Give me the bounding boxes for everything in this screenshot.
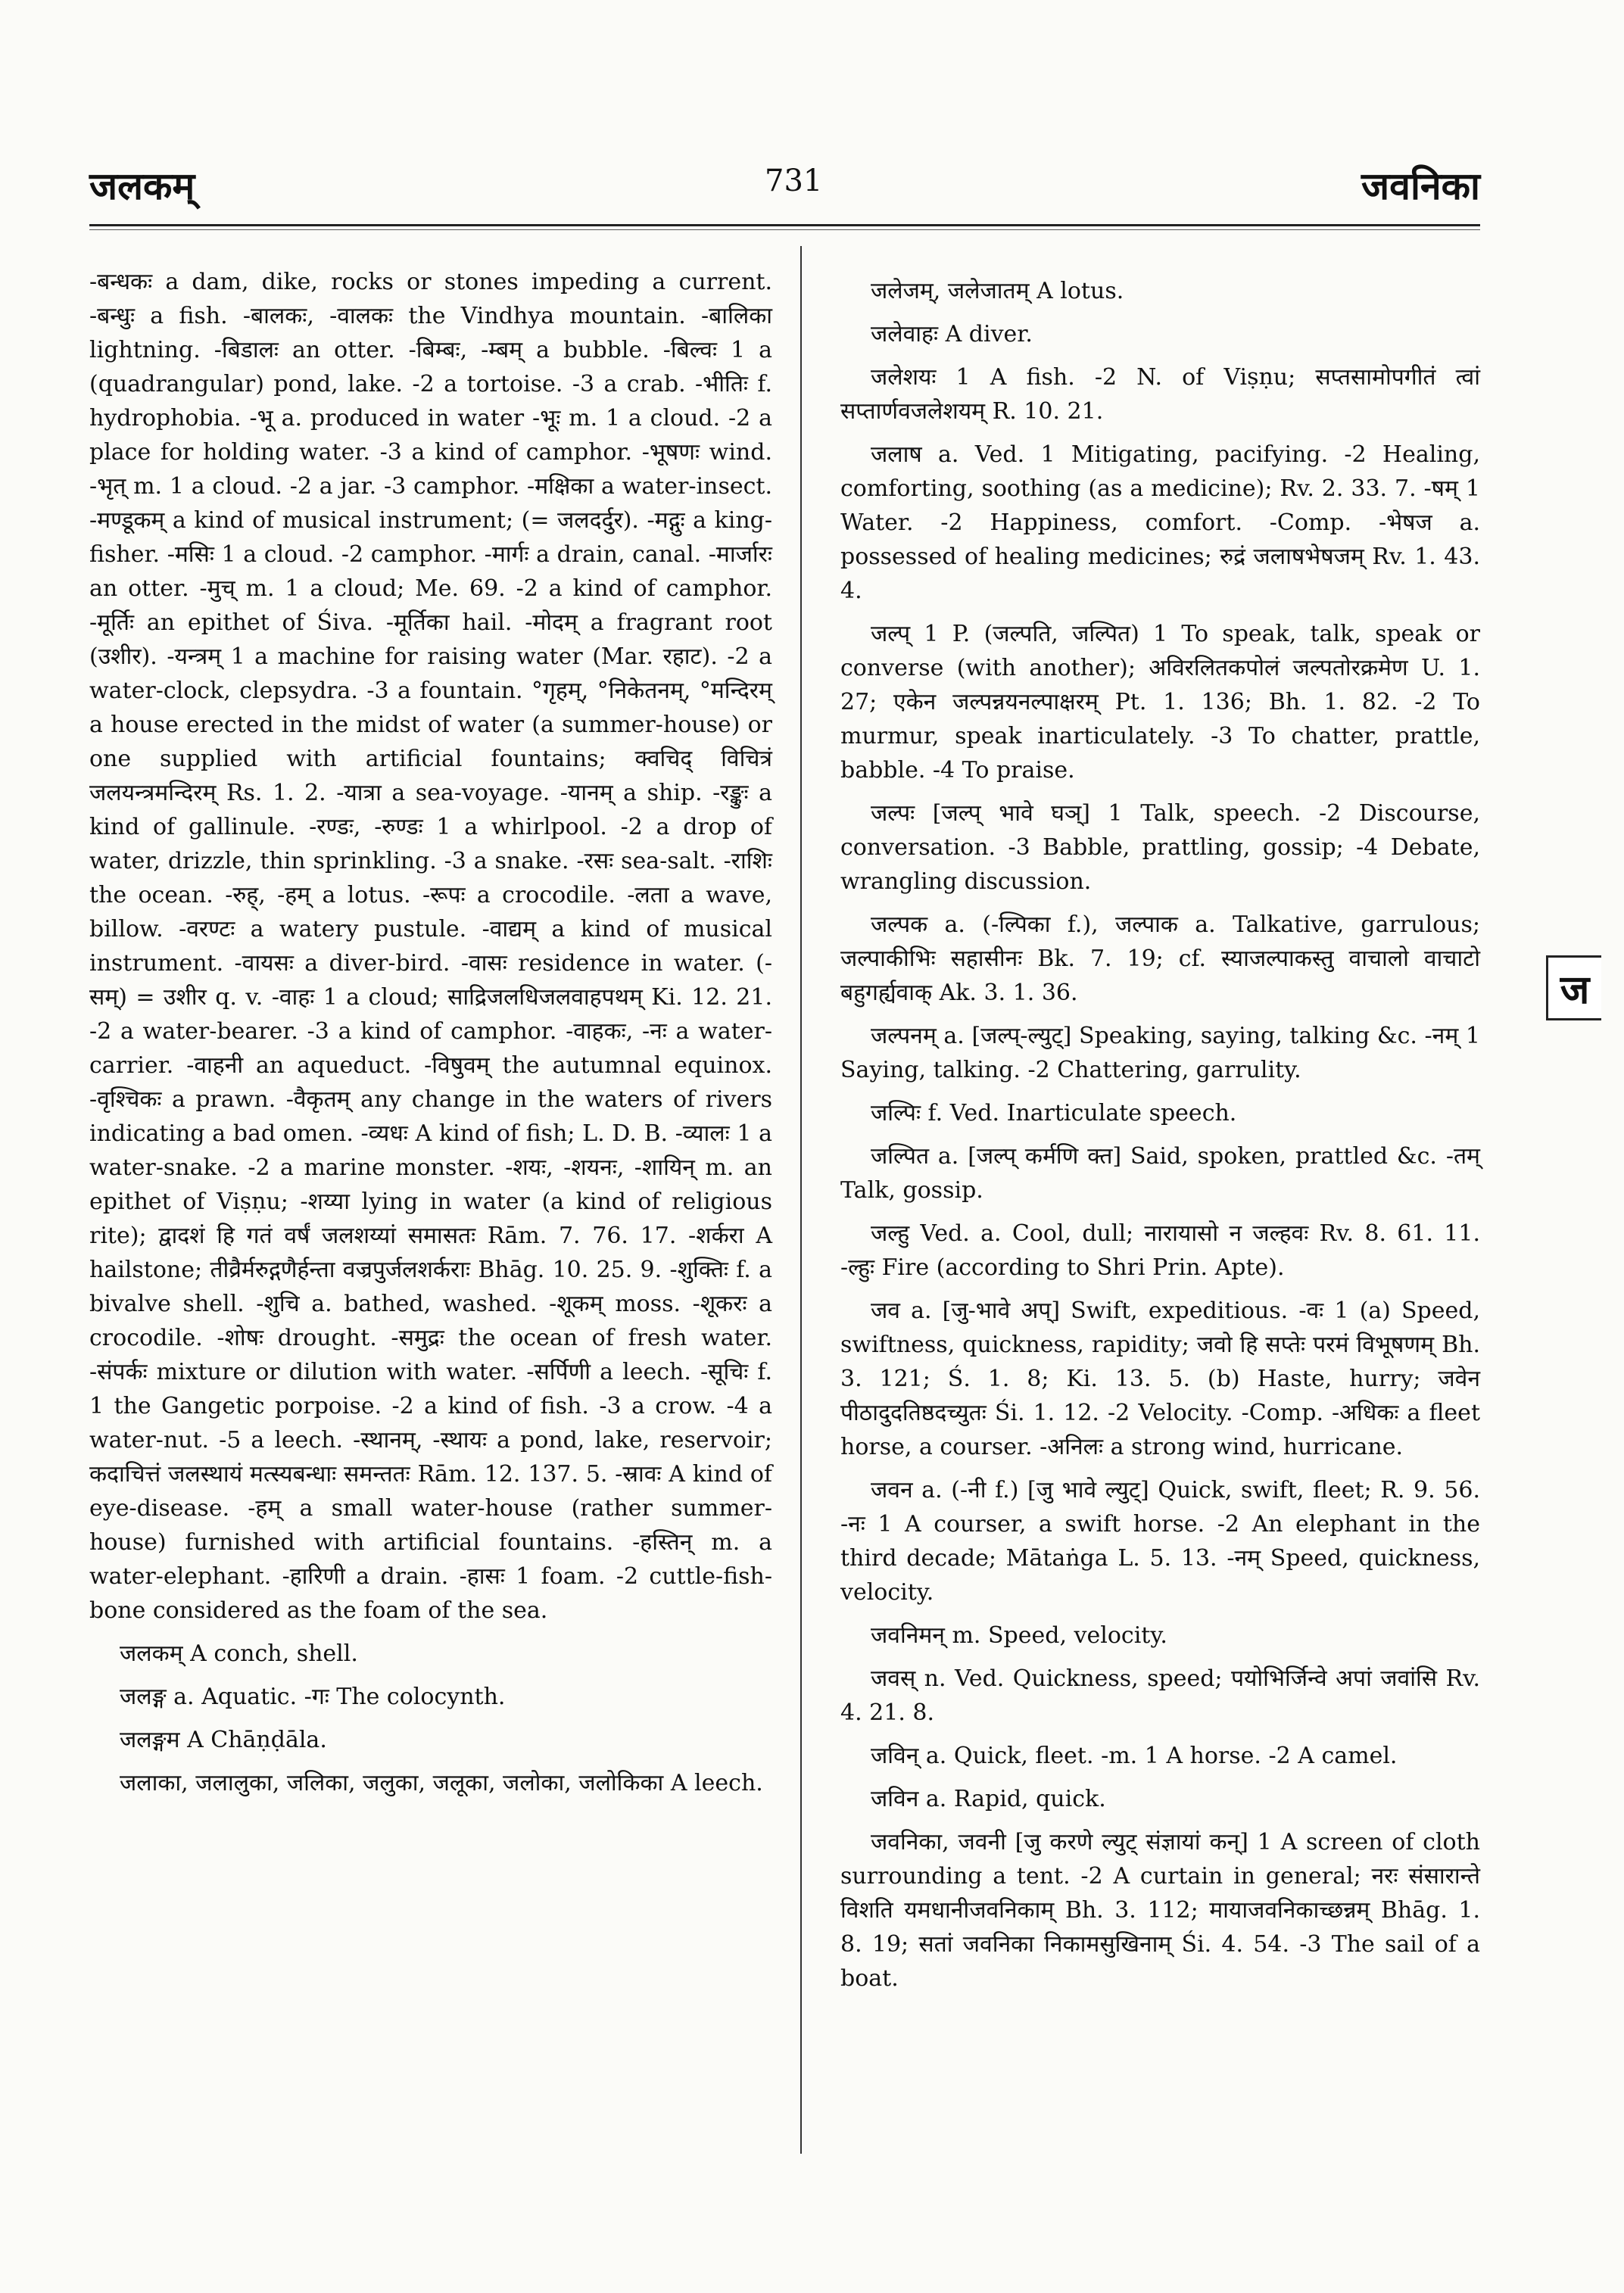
header-rule — [89, 224, 1480, 226]
dictionary-entry: जलाका, जलालुका, जलिका, जलुका, जलूका, जलोका, जलोकिका A leech. — [120, 1770, 763, 1796]
right-guide-word: जवनिका — [1361, 164, 1480, 208]
dictionary-entry: जलेशयः 1 A fish. -2 N. of Viṣṇu; सप्तसामोपगीतं त्वां सप्तार्णवजलेशयम् R. 10. 21. — [840, 364, 1480, 425]
dictionary-entry: जव a. [जु-भावे अप्] Swift, expeditious. -वः 1 (a) Speed, swiftness, quickness, rapidity; जवो हि सप्तेः परमं विभूषणम् Bh. 3. 121; Ś. 1. 8; Ki. 13. 5. (b) Haste, hurry; जवेन पीठादुदतिष्ठदच्युतः Śi. 1. 12. -2 Velocity. -Comp. -अधिकः a fleet horse, a courser. -अनिलः a strong wind, hurricane. — [840, 1298, 1480, 1460]
dictionary-entry: जवस् n. Ved. Quickness, speed; पयोभिर्जिन्वे अपां जवांसि Rv. 4. 21. 8. — [840, 1665, 1480, 1726]
dictionary-entry: जलङ्ग a. Aquatic. -गः The colocynth. — [120, 1684, 506, 1710]
right-column — [840, 265, 1480, 1995]
page-number: 731 — [765, 164, 823, 198]
dictionary-entry: जल्पनम् a. [जल्प्-ल्युट्] Speaking, saying, talking &c. -नम् 1 Saying, talking. -2 Chattering, garrulity. — [840, 1023, 1480, 1083]
dictionary-entry: जवनिका, जवनी [जु करणे ल्युट् संज्ञायां कन्] 1 A screen of cloth surrounding a tent. -2 A curtain in general; नरः संसारान्ते विशति यमधानीजवनिकाम् Bh. 3. 112; मायाजवनिकाच्छन्नम् Bhāg. 1. 8. 19; सतां जवनिका निकामसुखिनाम् Śi. 4. 54. -3 The sail of a boat. — [840, 1829, 1480, 1992]
dictionary-entry: जलङ्गम A Chāṇḍāla. — [120, 1727, 327, 1753]
dictionary-entry: जल्पक a. (-ल्पिका f.), जल्पाक a. Talkative, garrulous; जल्पाकीभिः सहासीनः Bk. 7. 19; cf. स्याजल्पाकस्तु वाचालो वाचाटो बहुगर्ह्यवाक् Ak. 3. 1. 36. — [840, 911, 1480, 1006]
page-header — [0, 0, 1624, 227]
header-rule-thin — [89, 229, 1480, 230]
dictionary-entry: जलाष a. Ved. 1 Mitigating, pacifying. -2 Healing, comforting, soothing (as a medicine); Rv. 2. 33. 7. -षम् 1 Water. -2 Happiness, comfort. -Comp. -भेषज a. possessed of healing medicines; रुद्रं जलाषभेषजम् Rv. 1. 43. 4. — [840, 441, 1480, 604]
dictionary-entry: जवन a. (-नी f.) [जु भावे ल्युट्] Quick, swift, fleet; R. 9. 56. -नः 1 A courser, a swift horse. -2 An elephant in the third decade; Mātaṅga L. 5. 13. -नम् Speed, quickness, velocity. — [840, 1477, 1480, 1606]
dictionary-entry: जल्प् 1 P. (जल्पति, जल्पित) 1 To speak, talk, speak or converse (with another); अविरलितकपोलं जल्पतोरक्रमेण U. 1. 27; एकेन जल्पन्नयनल्पाक्षरम् Pt. 1. 136; Bh. 1. 82. -2 To murmur, speak inarticulately. -3 To chatter, prattle, babble. -4 To praise. — [840, 621, 1480, 784]
dictionary-entry: जल्पिः f. Ved. Inarticulate speech. — [871, 1100, 1237, 1126]
dictionary-entry: जल्हु Ved. a. Cool, dull; नारायासो न जल्हवः Rv. 8. 61. 11. -ल्हुः Fire (according to Shri Prin. Apte). — [840, 1220, 1480, 1281]
dictionary-entry: जल्पित a. [जल्प् कर्मणि क्त] Said, spoken, prattled &c. -तम् Talk, gossip. — [840, 1143, 1480, 1204]
dictionary-entry: जवनिमन् m. Speed, velocity. — [871, 1622, 1167, 1649]
dictionary-entry: जलेजम्, जलेजातम् A lotus. — [871, 278, 1124, 304]
left-column — [89, 265, 772, 1800]
left-guide-word: जलकम् — [89, 164, 195, 208]
dictionary-entry: जलेवाहः A diver. — [871, 321, 1033, 347]
column-divider — [800, 246, 802, 2154]
dictionary-entry: जलकम् A conch, shell. — [120, 1640, 358, 1667]
dictionary-entry: जविन् a. Quick, fleet. -m. 1 A horse. -2 A camel. — [871, 1743, 1398, 1769]
dictionary-entry: जविन a. Rapid, quick. — [871, 1786, 1106, 1812]
entry-continuation: -बन्धकः a dam, dike, rocks or stones impeding a current. -बन्धुः a fish. -बालकः, -वालकः the Vindhya mountain. -बालिका lightning. -बिडालः an otter. -बिम्बः, -म्बम् a bubble. -बिल्वः 1 a (quadrangular) pond, lake. -2 a tortoise. -3 a crab. -भीतिः f. hydrophobia. -भू a. produced in water -भूः m. 1 a cloud. -2 a place for holding water. -3 a kind of camphor. -भूषणः wind. -भृत् m. 1 a cloud. -2 a jar. -3 camphor. -मक्षिका a water-insect. -मण्डूकम् a kind of musical instrument; (= जलदर्दुर). -मद्गुः a king-fisher. -मसिः 1 a cloud. -2 camphor. -मार्गः a drain, canal. -मार्जारः an otter. -मुच् m. 1 a cloud; Me. 69. -2 a kind of camphor. -मूर्तिः an epithet of Śiva. -मूर्तिका hail. -मोदम् a fragrant root (उशीर). -यन्त्रम् 1 a machine for raising water (Mar. रहाट). -2 a water-clock, clepsydra. -3 a fountain. °गृहम्, °निकेतनम्, °मन्दिरम् a house erected in the midst of water (a summer-house) or one supplied with artificial fountains; क्वचिद् विचित्रं जलयन्त्रमन्दिरम् Rs. 1. 2. -यात्रा a sea-voyage. -यानम् a ship. -रङ्कुः a kind of gallinule. -रण्डः, -रुण्डः 1 a whirlpool. -2 a drop of water, drizzle, thin sprinkling. -3 a snake. -रसः sea-salt. -राशिः the ocean. -रुह्, -हम् a lotus. -रूपः a crocodile. -लता a wave, billow. -वरण्टः a watery pustule. -वाद्यम् a kind of musical instrument. -वायसः a diver-bird. -वासः residence in water. (-सम्) = उशीर q. v. -वाहः 1 a cloud; साद्रिजलधिजलवाहपथम् Ki. 12. 21. -2 a water-bearer. -3 a kind of camphor. -वाहकः, -नः a water-carrier. -वाहनी an aqueduct. -विषुवम् the autumnal equinox. -वृश्चिकः a prawn. -वैकृतम् any change in the waters of rivers indicating a bad omen. -व्यधः A kind of fish; L. D. B. -व्यालः 1 a water-snake. -2 a marine monster. -शयः, -शयनः, -शायिन् m. an epithet of Viṣṇu; -शय्या lying in water (a kind of religious rite); द्वादशं हि गतं वर्षं जलशय्यां समासतः Rām. 7. 76. 17. -शर्करा A hailstone; तीव्रैर्मरुद्गणैर्हन्ता वज्रपुर्जलशर्कराः Bhāg. 10. 25. 9. -शुक्तिः f. a bivalve shell. -शुचि a. bathed, washed. -शूकम् moss. -शूकरः a crocodile. -शोषः drought. -समुद्रः the ocean of fresh water. -संपर्कः mixture or dilution with water. -सर्पिणी a leech. -सूचिः f. 1 the Gangetic porpoise. -2 a kind of fish. -3 a crow. -4 a water-nut. -5 a leech. -स्थानम्, -स्थायः a pond, lake, reservoir; कदाचित्तं जलस्थायं मत्स्यबन्धाः समन्ततः Rām. 12. 137. 5. -स्रावः A kind of eye-disease. -हम् a small water-house (rather summer-house) furnished with artificial fountains. -हस्तिन् m. a water-elephant. -हारिणी a drain. -हासः 1 foam. -2 cuttle-fish-bone considered as the foam of the sea. — [89, 269, 772, 1624]
dictionary-entry: जल्पः [जल्प् भावे घञ्] 1 Talk, speech. -2 Discourse, conversation. -3 Babble, prattling, gossip; -4 Debate, wrangling discussion. — [840, 800, 1480, 895]
thumb-index-tab: ज — [1546, 955, 1601, 1020]
